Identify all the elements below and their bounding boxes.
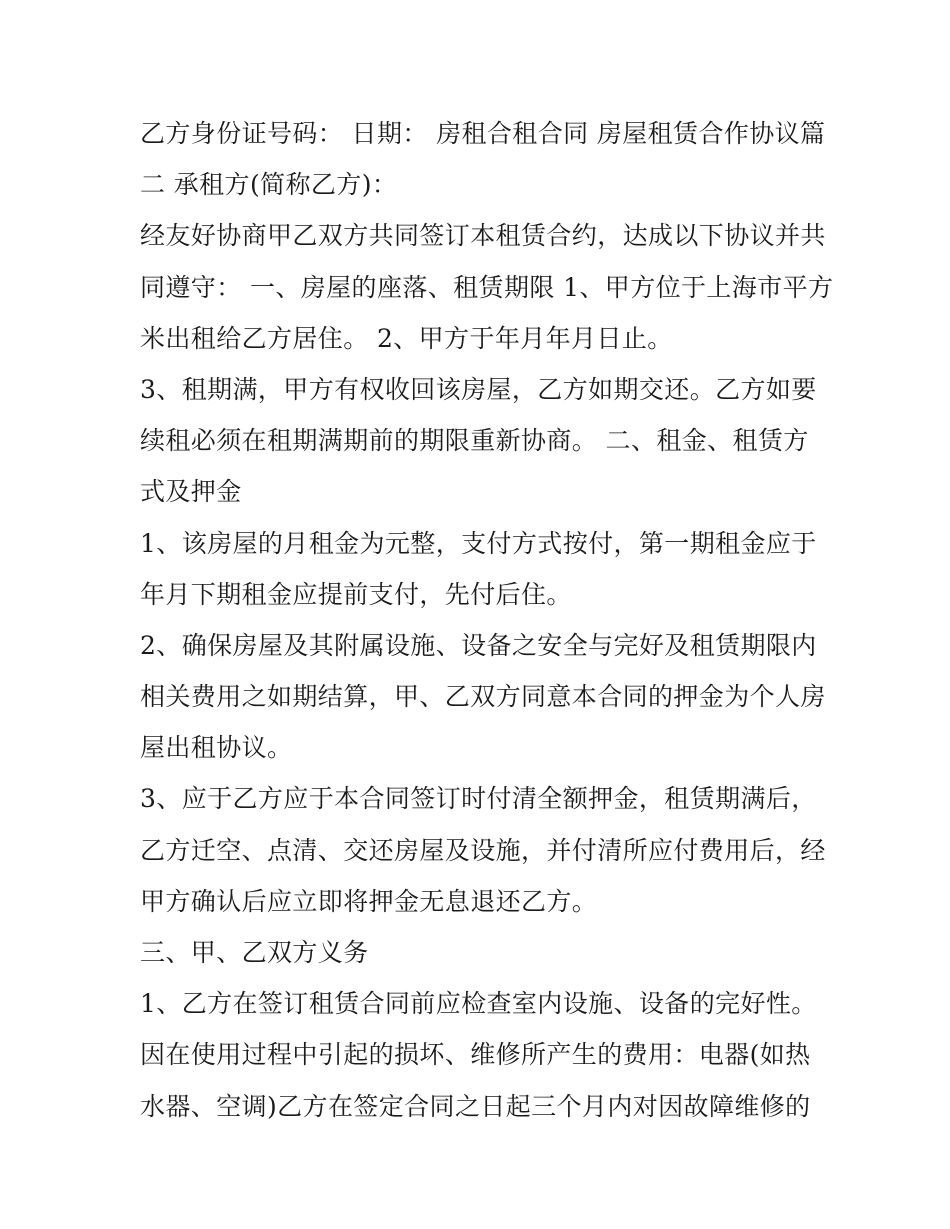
text-line: 相关费用之如期结算，甲、乙双方同意本合同的押金为个人房 [140,682,826,712]
document-body [140,108,834,1132]
text-line: 2、确保房屋及其附属设施、设备之安全与完好及租赁期限内 [140,630,817,660]
text-line: 3、租期满，甲方有权收回该房屋，乙方如期交还。乙方如要 [140,374,817,404]
text-line: 式及押金 [140,477,242,507]
text-line: 屋出租协议。 [140,733,293,763]
text-line: 1、乙方在签订租赁合同前应检查室内设施、设备的完好性。 [140,989,817,1019]
text-line: 因在使用过程中引起的损坏、维修所产生的费用：电器(如热 [140,1040,811,1070]
text-line: 水器、空调)乙方在签定合同之日起三个月内对因故障维修的 [140,1091,811,1121]
text-line: 乙方身份证号码： 日期： 房租合租合同 房屋租赁合作协议篇 [140,119,826,148]
text-line: 1、该房屋的月租金为元整，支付方式按付，第一期租金应于 [140,528,817,558]
text-line: 续租必须在租期满期前的期限重新协商。 二、租金、租赁方 [140,426,809,456]
text-line: 同遵守： 一、房屋的座落、租赁期限 1、甲方位于上海市平方 [140,272,834,302]
text-line: 三、甲、乙双方义务 [140,938,369,967]
text-line: 3、应于乙方应于本合同签订时付清全额押金，租赁期满后， [140,784,817,814]
text-line: 年月下期租金应提前支付，先付后住。 [140,579,572,609]
text-line: 甲方确认后应立即将押金无息退还乙方。 [140,886,598,916]
text-line: 米出租给乙方居住。 2、甲方于年月年月日止。 [140,323,673,353]
text-line: 二 承租方(简称乙方)： [140,170,398,200]
text-line: 经友好协商甲乙双方共同签订本租赁合约，达成以下协议并共 [140,221,826,251]
text-line: 乙方迁空、点清、交还房屋及设施，并付清所应付费用后，经 [140,835,826,865]
